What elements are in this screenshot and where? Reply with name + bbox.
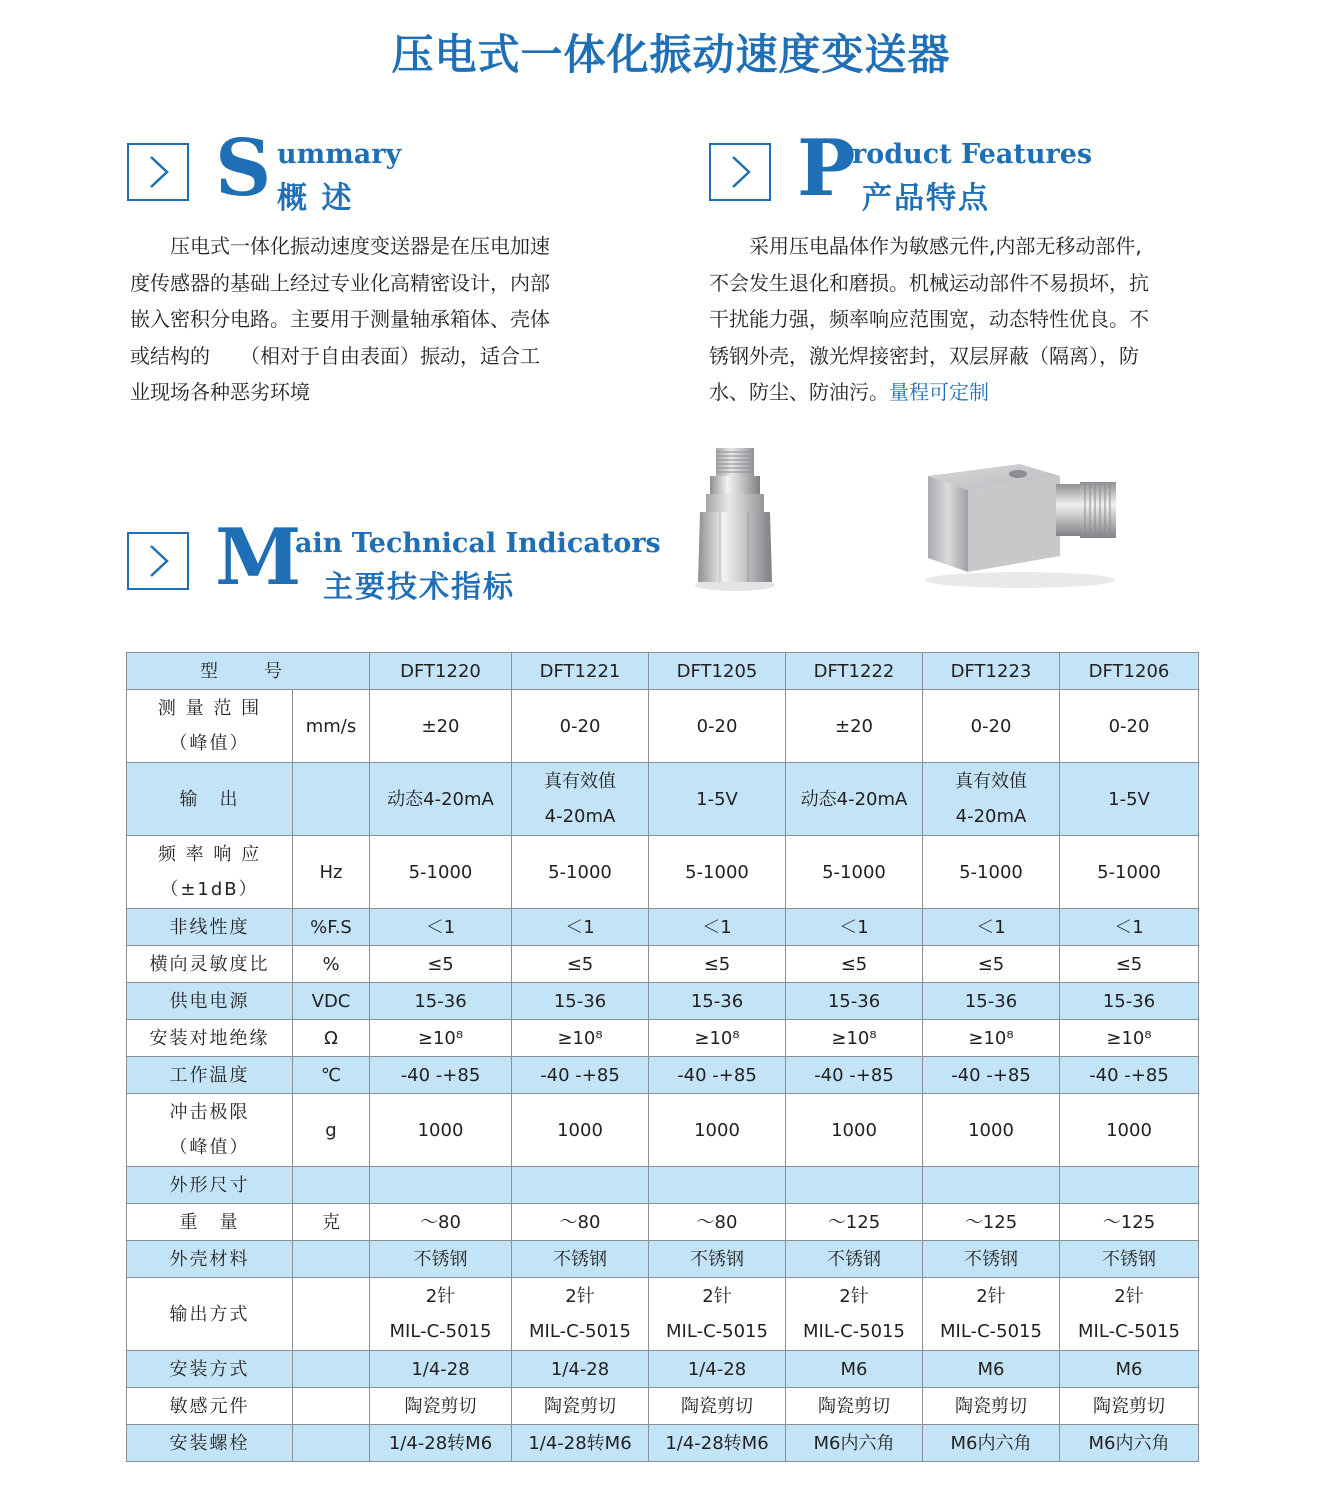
value-cell (923, 763, 1060, 836)
value-cell: ～125 (923, 1204, 1060, 1241)
model-cell: DFT1223 (923, 653, 1060, 690)
value-cell: ～125 (1060, 1204, 1199, 1241)
value-cell: ＜1 (1060, 909, 1199, 946)
section-arrow-box (127, 532, 189, 590)
page-title: 压电式一体化振动速度变送器 (391, 30, 951, 79)
sensor-photo-straight (690, 442, 780, 592)
value-cell: 不锈钢 (786, 1241, 923, 1278)
value-cell (786, 1278, 923, 1351)
value-cell: M6 (1060, 1351, 1199, 1388)
model-cell: DFT1221 (512, 653, 649, 690)
table-header-row (127, 653, 1199, 690)
value-cell: 15-36 (512, 983, 649, 1020)
value-line: 4-20mA (544, 806, 616, 827)
value-cell (923, 1278, 1060, 1351)
value-cell: 1/4-28 (370, 1351, 512, 1388)
value-line: 1-5V (1108, 788, 1150, 810)
value-line: MIL-C-5015 (529, 1321, 631, 1342)
value-cell: 不锈钢 (923, 1241, 1060, 1278)
summary-text (130, 228, 612, 411)
value-cell: 1000 (370, 1094, 512, 1167)
features-last-text: 水、防尘、防油污。 (709, 380, 889, 404)
value-cell: 1000 (786, 1094, 923, 1167)
value-cell: 陶瓷剪切 (370, 1388, 512, 1425)
value-line: 动态4-20mA (387, 788, 494, 810)
row-label-line: 输 出 (179, 788, 240, 810)
chevron-right-icon (129, 145, 187, 199)
row-label (127, 763, 293, 836)
value-line: MIL-C-5015 (803, 1321, 905, 1342)
table-row (127, 1167, 1199, 1204)
value-cell: ≥10⁸ (370, 1020, 512, 1057)
row-unit (293, 1167, 370, 1204)
summary-line: 度传感器的基础上经过专业化高精密设计，内部 (130, 270, 550, 295)
row-label (127, 1388, 293, 1425)
row-label (127, 1425, 293, 1462)
row-unit (293, 1351, 370, 1388)
value-line: 4-20mA (955, 806, 1027, 827)
value-cell: 0-20 (649, 690, 786, 763)
value-cell: M6 (923, 1351, 1060, 1388)
value-cell: 5-1000 (786, 836, 923, 909)
features-line-last (709, 374, 1199, 411)
value-cell: ≤5 (1060, 946, 1199, 983)
value-cell: ≤5 (649, 946, 786, 983)
table-row (127, 1425, 1199, 1462)
row-label-line: 频 率 响 应 (157, 844, 262, 865)
row-unit: Hz (293, 836, 370, 909)
table-row (127, 946, 1199, 983)
value-cell: ～80 (649, 1204, 786, 1241)
value-cell: ≥10⁸ (512, 1020, 649, 1057)
row-label (127, 1204, 293, 1241)
row-label (127, 983, 293, 1020)
value-cell: -40 -+85 (923, 1057, 1060, 1094)
value-line: 2针 (565, 1286, 595, 1307)
value-cell (370, 1167, 512, 1204)
value-cell: ≤5 (786, 946, 923, 983)
value-cell: ＜1 (923, 909, 1060, 946)
row-label-line: 重 量 (179, 1211, 240, 1233)
spec-table (126, 652, 1199, 1462)
row-label (127, 1351, 293, 1388)
row-label-line: 外壳材料 (169, 1248, 250, 1270)
value-cell: ≥10⁸ (649, 1020, 786, 1057)
value-cell: 15-36 (1060, 983, 1199, 1020)
value-cell: 1000 (923, 1094, 1060, 1167)
value-cell: 5-1000 (649, 836, 786, 909)
value-line: 真有效值 (544, 771, 616, 792)
summary-heading (127, 123, 427, 216)
value-cell: 5-1000 (923, 836, 1060, 909)
table-row (127, 1351, 1199, 1388)
value-cell: -40 -+85 (649, 1057, 786, 1094)
value-line: MIL-C-5015 (666, 1321, 768, 1342)
features-heading (709, 123, 1109, 216)
row-label-line: 安装螺栓 (169, 1432, 250, 1454)
value-cell: 1000 (512, 1094, 649, 1167)
summary-line: 或结构的 （相对于自由表面）振动，适合工 (130, 343, 540, 368)
row-unit (293, 1388, 370, 1425)
value-cell: 陶瓷剪切 (923, 1388, 1060, 1425)
table-row (127, 1278, 1199, 1351)
row-label (127, 946, 293, 983)
sensor-photo-right-angle (920, 460, 1120, 590)
value-cell: 不锈钢 (370, 1241, 512, 1278)
row-label (127, 836, 293, 909)
value-cell: 5-1000 (1060, 836, 1199, 909)
value-line: MIL-C-5015 (1078, 1321, 1180, 1342)
value-cell (923, 1167, 1060, 1204)
value-cell: 15-36 (923, 983, 1060, 1020)
value-cell: ～80 (512, 1204, 649, 1241)
value-cell (786, 1167, 923, 1204)
value-cell: M6内六角 (786, 1425, 923, 1462)
row-unit: VDC (293, 983, 370, 1020)
value-cell: 陶瓷剪切 (1060, 1388, 1199, 1425)
features-title-zh: 产品特点 (862, 181, 990, 216)
value-cell (1060, 1167, 1199, 1204)
value-cell (1060, 1278, 1199, 1351)
value-line: MIL-C-5015 (389, 1321, 492, 1342)
value-cell (1060, 763, 1199, 836)
value-cell: M6 (786, 1351, 923, 1388)
summary-line: 业现场各种恶劣环境 (130, 380, 310, 404)
value-cell: 1/4-28转M6 (649, 1425, 786, 1462)
value-cell: 0-20 (1060, 690, 1199, 763)
table-row (127, 1094, 1199, 1167)
summary-initial: S (215, 123, 272, 214)
model-cell: DFT1220 (370, 653, 512, 690)
row-label-line: 工作温度 (169, 1064, 250, 1086)
value-cell: ＜1 (649, 909, 786, 946)
row-unit: 克 (293, 1204, 370, 1241)
value-cell: ＜1 (786, 909, 923, 946)
section-arrow-box (709, 143, 771, 201)
value-cell: 1000 (649, 1094, 786, 1167)
table-row (127, 836, 1199, 909)
value-cell: ≤5 (370, 946, 512, 983)
row-label (127, 1094, 293, 1167)
row-unit: mm/s (293, 690, 370, 763)
value-cell: 0-20 (923, 690, 1060, 763)
features-title-en: roduct Features (852, 139, 1093, 170)
value-cell (649, 1278, 786, 1351)
summary-line: 嵌入密积分电路。主要用于测量轴承箱体、壳体 (130, 307, 550, 331)
row-label-line: 外形尺寸 (169, 1174, 250, 1196)
value-line: 2针 (976, 1286, 1006, 1307)
table-row (127, 983, 1199, 1020)
value-cell: 5-1000 (370, 836, 512, 909)
value-cell: M6内六角 (1060, 1425, 1199, 1462)
table-row (127, 1204, 1199, 1241)
row-label-line: 横向灵敏度比 (149, 953, 270, 975)
chevron-right-icon (129, 534, 187, 588)
row-label (127, 690, 293, 763)
model-cell: DFT1206 (1060, 653, 1199, 690)
row-label-line: （峰值） (169, 1137, 250, 1158)
value-cell: ≥10⁸ (923, 1020, 1060, 1057)
chevron-right-icon (711, 145, 769, 199)
table-row (127, 1241, 1199, 1278)
value-cell: 1/4-28 (512, 1351, 649, 1388)
value-cell: 15-36 (649, 983, 786, 1020)
value-cell: 不锈钢 (512, 1241, 649, 1278)
table-row (127, 1020, 1199, 1057)
table-row (127, 763, 1199, 836)
value-cell (649, 763, 786, 836)
summary-title-en: ummary (277, 139, 402, 170)
table-row (127, 690, 1199, 763)
value-cell: ≤5 (512, 946, 649, 983)
value-cell: -40 -+85 (786, 1057, 923, 1094)
row-label (127, 1167, 293, 1204)
value-cell: 1/4-28转M6 (370, 1425, 512, 1462)
value-line: MIL-C-5015 (940, 1321, 1042, 1342)
indicators-heading (127, 512, 661, 605)
features-initial: P (797, 123, 856, 214)
features-text (709, 228, 1199, 411)
value-cell: 不锈钢 (649, 1241, 786, 1278)
section-arrow-box (127, 143, 189, 201)
value-line: 真有效值 (955, 771, 1027, 792)
row-label-line: （±1dB） (160, 879, 259, 900)
row-label-line: 测 量 范 围 (157, 698, 262, 719)
value-line: 2针 (425, 1286, 456, 1307)
row-unit (293, 1425, 370, 1462)
value-line: 2针 (702, 1286, 732, 1307)
value-cell: 1/4-28 (649, 1351, 786, 1388)
value-cell: 陶瓷剪切 (649, 1388, 786, 1425)
value-cell: ＜1 (370, 909, 512, 946)
value-cell: 5-1000 (512, 836, 649, 909)
value-cell (512, 1278, 649, 1351)
model-cell: DFT1205 (649, 653, 786, 690)
summary-line: 压电式一体化振动速度变送器是在压电加速 (130, 234, 550, 258)
row-label-line: 安装方式 (169, 1358, 250, 1380)
row-unit (293, 1241, 370, 1278)
value-cell: M6内六角 (923, 1425, 1060, 1462)
features-highlight: 量程可定制 (889, 380, 989, 404)
row-label (127, 909, 293, 946)
value-cell (512, 763, 649, 836)
features-line: 不会发生退化和磨损。机械运动部件不易损坏，抗 (709, 270, 1149, 295)
row-label (127, 1057, 293, 1094)
value-cell: 陶瓷剪切 (786, 1388, 923, 1425)
features-line: 采用压电晶体作为敏感元件,内部无移动部件, (709, 234, 1142, 258)
value-cell: ～80 (370, 1204, 512, 1241)
row-label-line: （峰值） (169, 733, 250, 754)
value-cell: ～125 (786, 1204, 923, 1241)
value-cell: 15-36 (370, 983, 512, 1020)
row-label (127, 1278, 293, 1351)
value-cell: -40 -+85 (1060, 1057, 1199, 1094)
value-cell: ≥10⁸ (786, 1020, 923, 1057)
value-cell: ≤5 (923, 946, 1060, 983)
value-cell (512, 1167, 649, 1204)
indicators-title-zh: 主要技术指标 (323, 570, 515, 605)
value-cell (370, 1278, 512, 1351)
features-line: 干扰能力强，频率响应范围宽，动态特性优良。不 (709, 307, 1149, 331)
row-label-line: 输出方式 (169, 1303, 250, 1325)
row-unit: ℃ (293, 1057, 370, 1094)
table-row (127, 1388, 1199, 1425)
value-line: 动态4-20mA (800, 788, 908, 810)
row-label-line: 冲击极限 (169, 1102, 250, 1123)
value-cell (370, 763, 512, 836)
row-unit (293, 763, 370, 836)
table-row (127, 1057, 1199, 1094)
value-cell: -40 -+85 (512, 1057, 649, 1094)
header-label: 型 号 (127, 653, 370, 690)
value-cell (786, 763, 923, 836)
value-cell: -40 -+85 (370, 1057, 512, 1094)
row-unit: % (293, 946, 370, 983)
value-cell (649, 1167, 786, 1204)
row-label-line: 非线性度 (169, 916, 250, 938)
indicators-initial: M (215, 512, 302, 603)
value-cell: 不锈钢 (1060, 1241, 1199, 1278)
summary-title-zh: 概 述 (277, 181, 354, 216)
model-cell: DFT1222 (786, 653, 923, 690)
row-label-line: 安装对地绝缘 (149, 1027, 270, 1049)
indicators-title-en: ain Technical Indicators (295, 528, 661, 559)
value-cell: 1000 (1060, 1094, 1199, 1167)
value-cell: ±20 (370, 690, 512, 763)
row-unit (293, 1278, 370, 1351)
value-cell: ±20 (786, 690, 923, 763)
row-unit: Ω (293, 1020, 370, 1057)
value-line: 2针 (1114, 1286, 1144, 1307)
value-cell: ≥10⁸ (1060, 1020, 1199, 1057)
row-label (127, 1241, 293, 1278)
value-cell: 15-36 (786, 983, 923, 1020)
row-label-line: 供电电源 (169, 990, 250, 1012)
table-row (127, 909, 1199, 946)
value-cell: ＜1 (512, 909, 649, 946)
value-cell: 1/4-28转M6 (512, 1425, 649, 1462)
value-line: 2针 (839, 1286, 869, 1307)
row-unit: g (293, 1094, 370, 1167)
row-label (127, 1020, 293, 1057)
features-line: 锈钢外壳，激光焊接密封，双层屏蔽（隔离），防 (709, 343, 1139, 368)
value-cell: 陶瓷剪切 (512, 1388, 649, 1425)
row-label-line: 敏感元件 (169, 1395, 250, 1417)
row-unit: %F.S (293, 909, 370, 946)
value-line: 1-5V (696, 788, 738, 810)
value-cell: 0-20 (512, 690, 649, 763)
